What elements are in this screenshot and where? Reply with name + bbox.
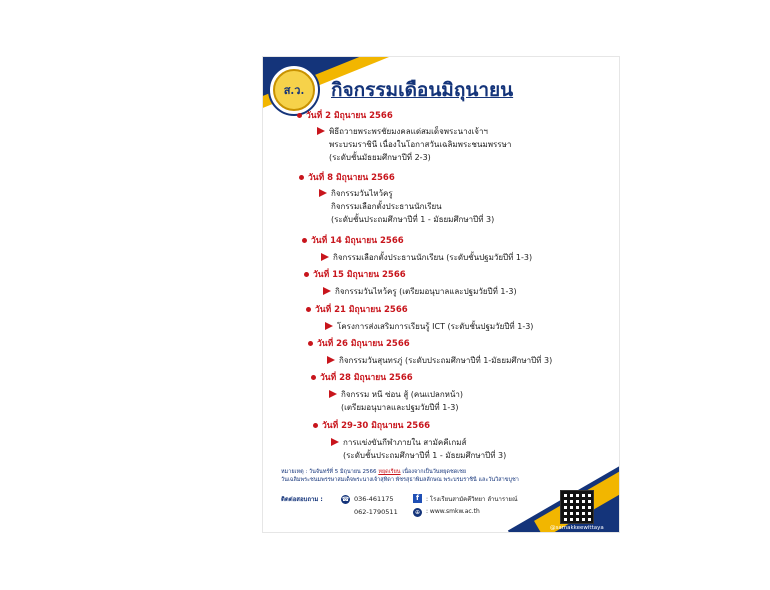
school-emblem-icon [273, 69, 315, 111]
phone-number-2: 062-1790511 [354, 508, 398, 516]
bullet-dot-icon [297, 113, 302, 118]
event-date: วันที่ 2 มิถุนายน 2566 [297, 109, 393, 123]
event-description: กิจกรรม หนี ซ่อน สู้ (คนแปลกหน้า) [341, 390, 464, 399]
note-line-2: วันเฉลิมพระชนมพรรษาสมเด็จพระนางเจ้าสุทิดา พัชรสุธาพิมลลักษณ พระบรมราชินี และวันวิสาขบูชา [281, 477, 519, 483]
event-date: วันที่ 28 มิถุนายน 2566 [311, 371, 413, 385]
arrow-bullet-icon [317, 127, 325, 135]
event-description: กิจกรรมวันสุนทรภู่ (ระดับประถมศึกษาปีที่ 1-มัธยมศึกษาปีที่ 3) [339, 356, 553, 365]
qr-code [560, 490, 594, 524]
bullet-dot-icon [313, 423, 318, 428]
social-tag: @samakkeewittaya [550, 525, 604, 531]
logo-text: ส.ว. [283, 84, 305, 97]
event-date: วันที่ 26 มิถุนายน 2566 [308, 337, 410, 351]
event-description: (เตรียมอนุบาลและปฐมวัยปีที่ 1-3) [341, 403, 459, 412]
bullet-dot-icon [302, 238, 307, 243]
note-highlight: หยุดเรียน [378, 469, 401, 475]
event-date: วันที่ 14 มิถุนายน 2566 [302, 234, 404, 248]
event-description: กิจกรรมเลือกตั้งประธานนักเรียน [331, 202, 442, 211]
phone-icon: ☎ [341, 496, 350, 503]
facebook-page: : โรงเรียนสามัคคีวิทยา ลำนารายณ์ [426, 496, 518, 503]
activity-poster [262, 56, 620, 533]
bullet-dot-icon [311, 375, 316, 380]
event-description: กิจกรรมวันไหว้ครู (เตรียมอนุบาลและปฐมวัยปีที่ 1-3) [335, 287, 517, 296]
note-text [281, 468, 611, 484]
arrow-bullet-icon [325, 322, 333, 330]
event-description: กิจกรรมวันไหว้ครู [331, 189, 393, 198]
arrow-bullet-icon [331, 438, 339, 446]
event-date: วันที่ 29-30 มิถุนายน 2566 [313, 419, 430, 433]
event-description: กิจกรรมเลือกตั้งประธานนักเรียน (ระดับชั้นปฐมวัยปีที่ 1-3) [333, 253, 533, 262]
bullet-dot-icon [304, 272, 309, 277]
arrow-bullet-icon [321, 253, 329, 261]
arrow-bullet-icon [327, 356, 335, 364]
event-description: การแข่งขันกีฬาภายใน สามัคคีเกมส์ [343, 438, 467, 447]
website-link: : www.smkw.ac.th [426, 508, 480, 515]
note-line-1: หมายเหตุ : วันจันทร์ที่ 5 มิถุนายน 2566 หยุดเรียน เนื่องจากเป็นวันหยุดชดเชย [281, 469, 467, 475]
globe-icon: ⊕ [414, 509, 421, 516]
event-description: พระบรมราชินี เนื่องในโอกาสวันเฉลิมพระชนมพรรษา [329, 140, 512, 149]
bullet-dot-icon [299, 175, 304, 180]
event-description: (ระดับชั้นมัธยมศึกษาปีที่ 2-3) [329, 153, 431, 162]
bullet-dot-icon [308, 341, 313, 346]
event-description: โครงการส่งเสริมการเรียนรู้ ICT (ระดับชั้นปฐมวัยปีที่ 1-3) [337, 322, 534, 331]
contact-label: ติดต่อสอบถาม : [281, 496, 323, 503]
event-description: (ระดับชั้นประถมศึกษาปีที่ 1 - มัธยมศึกษาปีที่ 3) [331, 215, 495, 224]
arrow-bullet-icon [319, 189, 327, 197]
phone-number-1: 036-461175 [354, 495, 394, 503]
event-date: วันที่ 21 มิถุนายน 2566 [306, 303, 408, 317]
facebook-icon: f [413, 494, 422, 503]
arrow-bullet-icon [329, 390, 337, 398]
event-date: วันที่ 15 มิถุนายน 2566 [304, 268, 406, 282]
event-description: (ระดับชั้นประถมศึกษาปีที่ 1 - มัธยมศึกษาปีที่ 3) [343, 451, 507, 460]
event-date: วันที่ 8 มิถุนายน 2566 [299, 171, 395, 185]
event-description: พิธีถวายพระพรชัยมงคลแด่สมเด็จพระนางเจ้าฯ [329, 127, 488, 136]
bullet-dot-icon [306, 307, 311, 312]
arrow-bullet-icon [323, 287, 331, 295]
poster-title: กิจกรรมเดือนมิถุนายน [331, 79, 514, 101]
